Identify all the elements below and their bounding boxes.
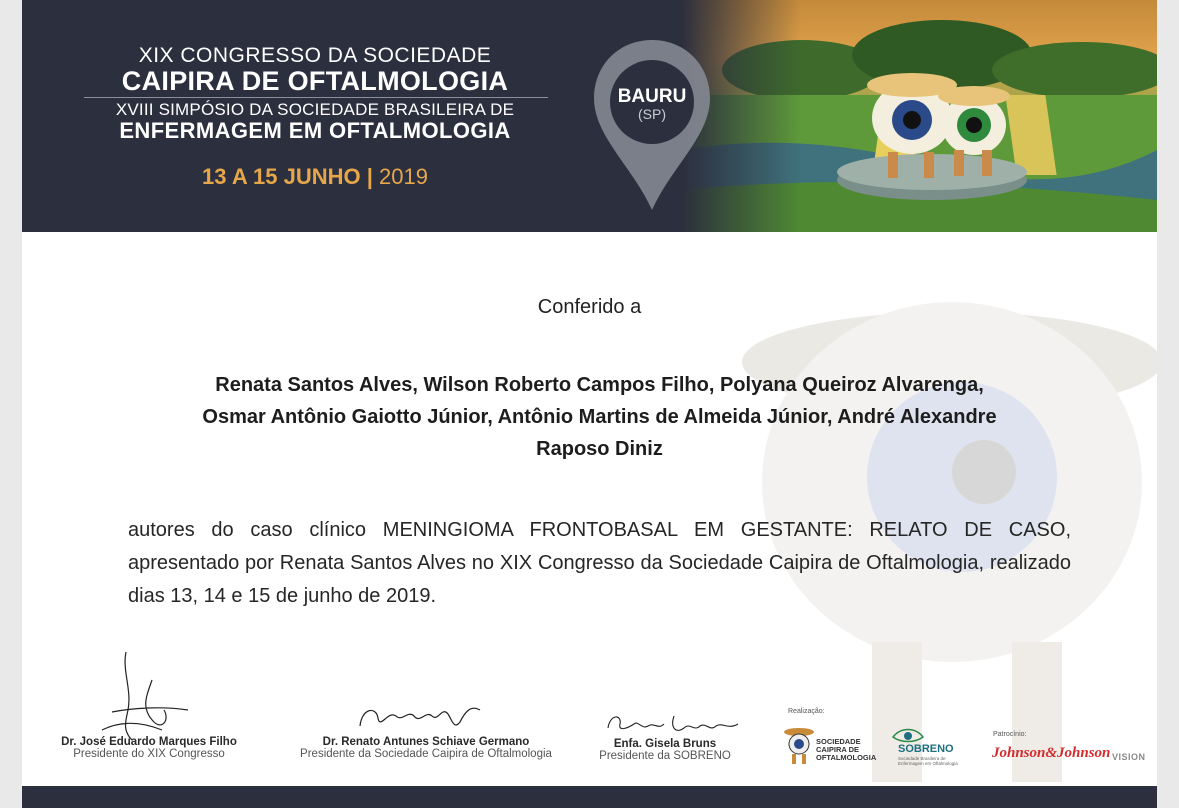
certificate [22,0,1157,808]
sobreno-logo-text: SOBRENO [898,743,954,755]
patrocinio-label: Patrocínio: [993,731,1027,738]
realizacao-label: Realização: [788,708,825,715]
sobreno-subtitle: Sociedade Brasileira de Enfermagem em Oftalmologia [898,756,958,766]
sponsor-suffix: VISION [1112,752,1146,762]
signer-name: Enfa. Gisela Bruns [613,738,717,750]
location-pin-icon [590,36,714,214]
certificate-header [22,0,1157,232]
sobreno-eye-icon [891,725,925,745]
signer-role: Presidente do XIX Congresso [73,748,225,760]
park-photo-illustration [682,0,1157,232]
signature-renato-antunes [356,696,486,740]
signer-name: Dr. Renato Antunes Schiave Germano [322,736,530,748]
scol-line: SOCIEDADE [816,737,861,746]
signature-block-1 [44,736,254,760]
authors-line: Renata Santos Alves, Wilson Roberto Campos Filho, Polyana Queiroz Alvarenga, [215,374,984,396]
sponsor-logo: Johnson&Johnson [992,745,1111,761]
signature-block-2 [276,736,576,760]
signer-role: Presidente da Sociedade Caipira de Oftalmologia [300,748,552,760]
symposium-title-line2: ENFERMAGEM EM OFTALMOLOGIA [119,118,511,143]
event-date-separator: | [366,164,373,189]
scol-line: OFTALMOLOGIA [816,753,877,762]
scol-logo-text [816,738,886,762]
footer-bar [22,786,1157,808]
signer-role: Presidente da SOBRENO [599,750,731,762]
event-date-year: 2019 [379,164,428,189]
signature-block-3 [590,738,740,762]
authors-line: Osmar Antônio Gaiotto Júnior, Antônio Martins de Almeida Júnior, André Alexandre [202,406,997,428]
signature-jose-eduardo [92,650,192,745]
header-divider [84,97,548,98]
pin-city: BAURU [617,86,687,107]
conferred-to-label: Conferido a [537,296,642,318]
caipira-eye-logo-icon [782,724,816,766]
authors-list [132,369,1067,465]
certificate-body: autores do caso clínico MENINGIOMA FRONTOBASAL EM GESTANTE: RELATO DE CASO, apresentado por Renata Santos Alves no XIX Congresso da Sociedade Caipira de Oftalmologia, realizado dias 13, 14 e 15 de junho de 2019. [128,519,1071,607]
authors-line: Raposo Diniz [536,438,663,460]
event-date-range: 13 A 15 JUNHO [202,164,361,189]
congress-title-line2: CAIPIRA DE OFTALMOLOGIA [121,66,509,96]
signer-name: Dr. José Eduardo Marques Filho [61,736,237,748]
event-dates [82,164,548,190]
scol-line: CAIPIRA DE [816,745,860,754]
symposium-title-line1: XVIII SIMPÓSIO DA SOCIEDADE BRASILEIRA DE [115,100,515,119]
congress-title-line1: XIX CONGRESSO DA SOCIEDADE [138,44,492,67]
signature-gisela-bruns [604,710,744,740]
pin-state: (SP) [638,106,666,122]
